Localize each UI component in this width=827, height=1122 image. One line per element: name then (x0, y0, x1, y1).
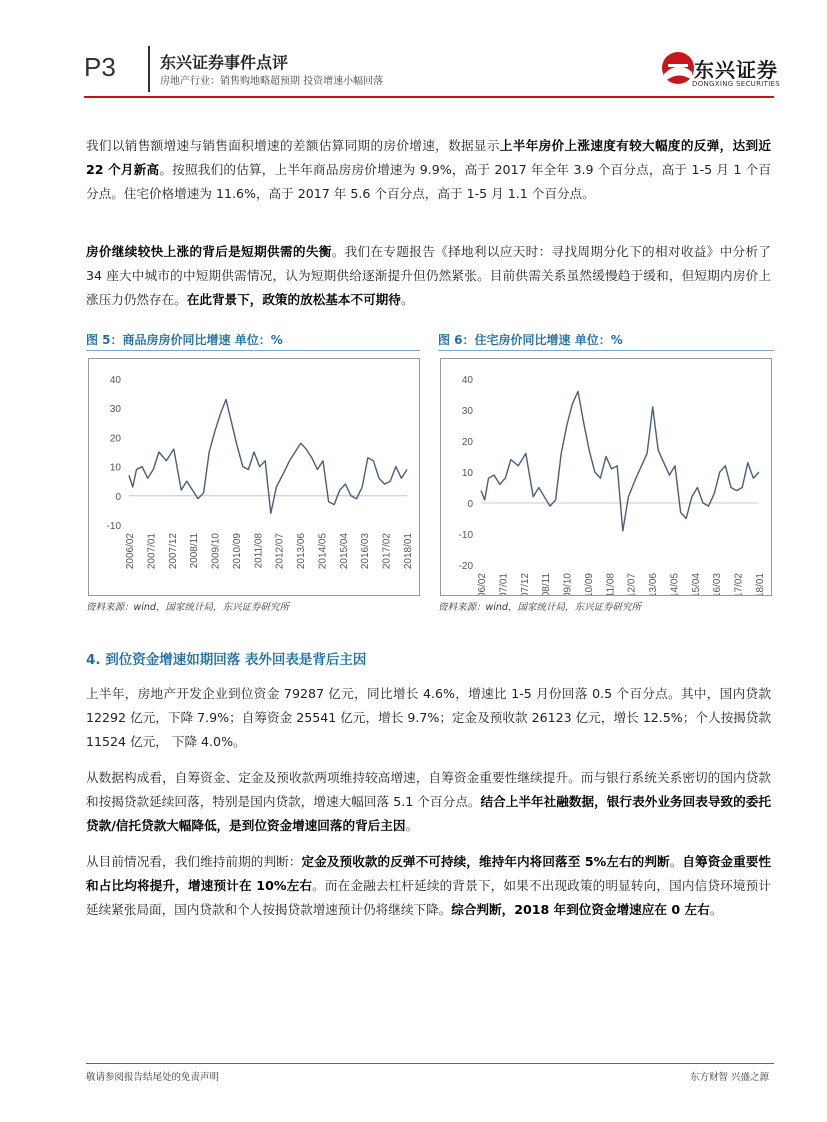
y-tick-label: -10 (458, 530, 473, 541)
logo-english-wordmark: DONGXING SECURITIES (692, 80, 781, 88)
bold-text: 在此背景下，政策的放松基本不可期待 (186, 292, 401, 307)
figure-6-chart (441, 359, 771, 595)
x-tick-label: 2016/03 (712, 573, 724, 595)
page-number: P3 (84, 52, 116, 82)
x-tick-label: 2010/09 (583, 573, 595, 595)
series-line (481, 391, 759, 531)
x-tick-label: 2007/01 (498, 573, 510, 595)
y-tick-label: 40 (461, 375, 473, 386)
x-tick-label: 2007/01 (146, 533, 158, 570)
x-tick-label: 2011/08 (605, 573, 617, 595)
series-line (129, 399, 407, 513)
x-tick-label: 2008/11 (541, 573, 553, 595)
text: 。 (709, 902, 723, 917)
x-tick-label: 2009/10 (210, 533, 222, 570)
header-rule (84, 96, 774, 98)
y-tick-label: 30 (461, 406, 473, 417)
x-tick-label: 2017/02 (733, 573, 745, 595)
figure-6-title: 图 6：住宅房价同比增速 单位：% (438, 333, 623, 347)
text: 从目前情况看，我们维持前期的判断： (86, 854, 302, 869)
figure-5-source: 资料来源：wind，国家统计局，东兴证券研究所 (86, 602, 289, 613)
x-tick-label: 2017/02 (381, 533, 393, 570)
text: 。 (669, 854, 683, 869)
paragraph-funding-overview (86, 682, 771, 754)
y-tick-label: 10 (461, 468, 473, 479)
text: 。按照我们的估算，上半年商品房房价增速为 9.9%，高于 2017 年全年 3.9 个百分点，高于 1-5 月 1 个百分点。住宅价格增速为 11.6%，高于 2017 年 5.6 个百分点，高于 1-5 月 1.1 个百分点。 (86, 162, 771, 201)
x-tick-label: 2015/04 (690, 573, 702, 595)
y-tick-label: 40 (109, 375, 121, 386)
x-tick-label: 2014/05 (317, 533, 329, 570)
x-tick-label: 2006/02 (477, 573, 488, 595)
text: 。 (405, 818, 419, 833)
x-tick-label: 2015/04 (338, 533, 350, 570)
x-tick-label: 2012/07 (626, 573, 638, 595)
bold-text: 结合上半年社融数据，银行表外业务回表导致的委托贷款/信托贷款大幅降低，是到位资金增速回落的背后主因 (86, 794, 771, 833)
text: 。而在金融去杠杆延续的背景下，如果不出现政策的明显转向，国内信贷环境预计延续紧张局面，国内贷款和个人按揭贷款增速预计仍将继续下降。 (86, 878, 772, 917)
x-tick-label: 2007/12 (167, 533, 179, 570)
bold-text: 上半年房价上涨速度有较大幅度的反弹，达到近 22 个月新高 (86, 138, 772, 177)
bold-text: 房价继续较快上涨的背后是短期供需的失衡 (86, 244, 332, 259)
figure-5-chart (89, 359, 419, 595)
logo-wordmark: 东兴证券 (694, 58, 778, 82)
y-tick-label: 0 (115, 491, 121, 503)
x-tick-label: 2018/01 (403, 533, 414, 570)
x-tick-label: 2010/09 (231, 533, 243, 570)
footer-rule (86, 1063, 774, 1064)
bold-text: 定金及预收款的反弹不可持续，维持年内将回落至 5%左右的判断 (301, 854, 670, 869)
header-divider (148, 46, 150, 92)
text: 从数据构成看，自筹资金、定金及预收款两项维持较高增速，自筹资金重要性继续提升。而与银行系统关系密切的国内贷款和按揭贷款延续回落，特别是国内贷款，增速大幅回落 5.1 个百分点。 (86, 770, 771, 809)
x-tick-label: 2011/08 (253, 533, 265, 569)
x-tick-label: 2018/01 (755, 573, 766, 595)
y-tick-label: 0 (467, 499, 473, 510)
x-tick-label: 2013/06 (296, 533, 308, 570)
y-tick-label: 30 (109, 404, 121, 416)
y-tick-label: 20 (109, 433, 121, 445)
report-type-title: 东兴证券事件点评 (160, 53, 289, 72)
text: 。我们在专题报告《择地利以应天时：寻找周期分化下的相对收益》中分析了 34 座大中城市的中短期供需情况，认为短期供给逐渐提升但仍然紧张。目前供需关系虽然缓慢趋于缓和，但短期内房价上涨压力仍然存在。 (86, 244, 772, 307)
text: 。 (400, 292, 414, 307)
bold-text: 综合判断，2018 年到位资金增速应在 0 左右 (451, 902, 710, 917)
x-tick-label: 2016/03 (360, 533, 372, 570)
x-tick-label: 2006/02 (125, 533, 136, 570)
y-tick-label: 20 (461, 437, 473, 448)
text: 上半年，房地产开发企业到位资金 79287 亿元，同比增长 4.6%，增速比 1-5 月份回落 0.5 个百分点。其中，国内贷款 12292 亿元，下降 7.9%；自筹资金 25541 亿元，增长 9.7%；定金及预收款 26123 亿元，增长 12.5%；个人按揭贷款 11524 亿元， 下降 4.0%。 (86, 686, 771, 749)
x-tick-label: 2007/12 (519, 573, 531, 595)
x-tick-label: 2013/06 (648, 573, 660, 595)
figure-6-chart-frame (440, 358, 772, 596)
paragraph-outlook (86, 850, 771, 922)
y-tick-label: -10 (106, 521, 121, 532)
figure-6-source: 资料来源：wind，国家统计局，东兴证券研究所 (438, 602, 641, 613)
x-tick-label: 2008/11 (189, 533, 201, 569)
footer-slogan: 东方财智 兴盛之源 (690, 1072, 770, 1083)
figure-5-chart-frame (88, 358, 420, 596)
report-subtitle: 房地产行业：销售购地略超预期 投资增速小幅回落 (160, 76, 384, 87)
footer-disclaimer: 敬请参阅报告结尾处的免责声明 (86, 1072, 220, 1083)
figure-5-title: 图 5：商品房房价同比增速 单位：% (86, 333, 283, 347)
x-tick-label: 2014/05 (669, 573, 681, 595)
paragraph-funding-composition (86, 766, 771, 838)
x-tick-label: 2009/10 (562, 573, 574, 595)
text: 我们以销售额增速与销售面积增速的差额估算同期的房价增速，数据显示 (86, 138, 500, 153)
paragraph-supply-demand (86, 240, 771, 312)
y-tick-label: -20 (458, 561, 473, 572)
figure-6-rule (438, 350, 774, 351)
x-tick-label: 2012/07 (274, 533, 286, 570)
y-tick-label: 10 (109, 462, 121, 474)
section-heading: 4. 到位资金增速如期回落 表外回表是背后主因 (86, 652, 367, 668)
bold-text: 自筹资金重要性和占比均将提升，增速预计在 10%左右 (86, 854, 772, 893)
figure-5-rule (86, 350, 420, 351)
paragraph-price-estimate (86, 134, 771, 206)
